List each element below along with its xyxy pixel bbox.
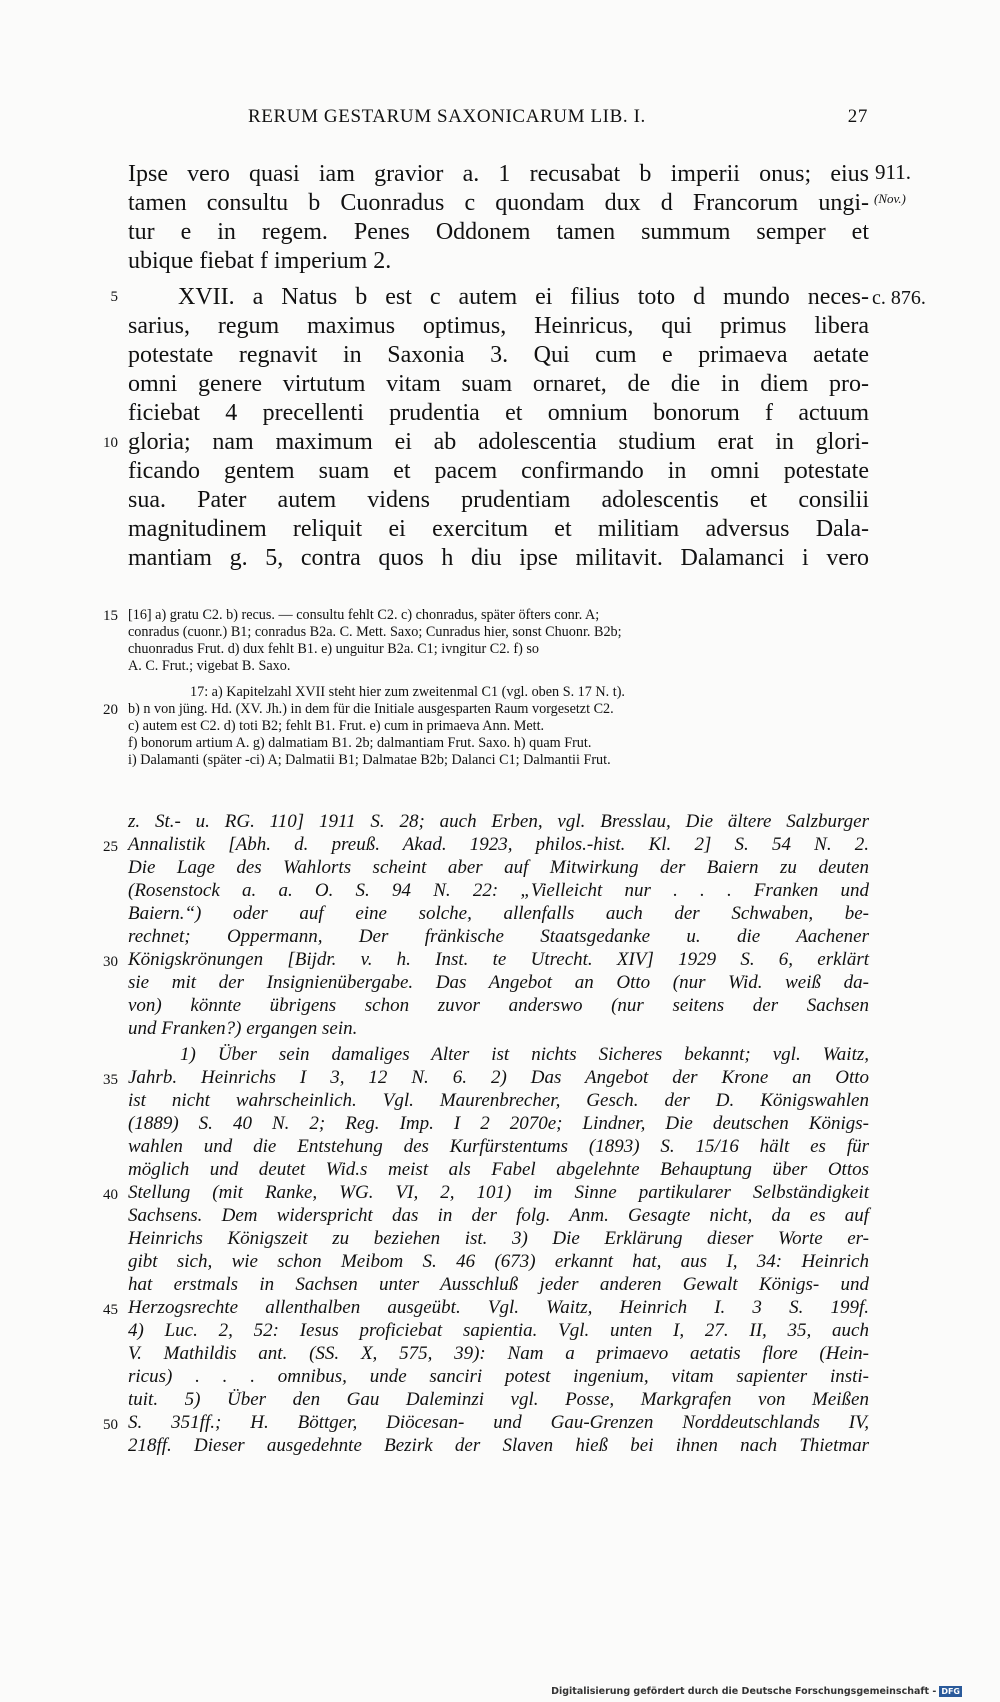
apparatus-line: [16] a) gratu C2. b) recus. — consultu fehlt C2. c) chonradus, später öfters conr. A; bbox=[128, 607, 600, 623]
main-text-line: ficando gentem suam et pacem confirmando in omni potestate bbox=[128, 458, 869, 484]
main-text-line: XVII. a Natus b est c autem ei filius toto d mundo neces- bbox=[178, 284, 869, 310]
footnote-line: Herzogsrechte allenthalben ausgeübt. Vgl. Waitz, Heinrich I. 3 S. 199f. bbox=[128, 1297, 869, 1318]
footnote-line: Königskrönungen [Bijdr. v. h. Inst. te Utrecht. XIV] 1929 S. 6, erklärt bbox=[128, 949, 869, 970]
footnote-line: 4) Luc. 2, 52: Iesus proficiebat sapientia. Vgl. unten I, 27. II, 35, auch bbox=[128, 1320, 869, 1341]
page-number: 27 bbox=[847, 106, 868, 127]
footnote-line: ist nicht wahrscheinlich. Vgl. Maurenbrecher, Gesch. der D. Königswahlen bbox=[128, 1090, 869, 1111]
footnote-line: Heinrichs Königszeit zu beziehen ist. 3) Die Erklärung dieser Worte er- bbox=[128, 1228, 869, 1249]
main-text-line: sarius, regum maximus optimus, Heinricus, qui primus libera bbox=[128, 313, 869, 339]
footnote-line: tuit. 5) Über den Gau Daleminzi vgl. Posse, Markgrafen von Meißen bbox=[128, 1389, 869, 1410]
running-title: RERUM GESTARUM SAXONICARUM LIB. I. bbox=[248, 106, 646, 127]
line-number: 10 bbox=[103, 435, 118, 451]
footnote-line: S. 351ff.; H. Böttger, Diöcesan- und Gau-Grenzen Norddeutschlands IV, bbox=[128, 1412, 869, 1433]
footnote-line: Baiern.“) oder auf eine solche, allenfalls auch der Schwaben, be- bbox=[128, 903, 869, 924]
apparatus-line: chuonradus Frut. d) dux fehlt B1. e) unguitur B2a. C1; ivngitur C2. f) so bbox=[128, 641, 540, 657]
footnote-line: Stellung (mit Ranke, WG. VI, 2, 101) im Sinne partikularer Selbständigkeit bbox=[128, 1182, 869, 1203]
main-text-line: ubique fiebat f imperium 2. bbox=[128, 248, 392, 274]
footnote-line: von) könnte übrigens schon zuvor anderswo (nur seitens der Sachsen bbox=[128, 995, 869, 1016]
apparatus-line: i) Dalamanti (später -ci) A; Dalmatii B1; Dalmatae B2b; Dalanci C1; Dalmantii Frut. bbox=[128, 752, 611, 768]
footnote-line: möglich und deutet Wid.s meist als Fabel abgelehnte Behauptung über Ottos bbox=[128, 1159, 869, 1180]
footnote-line: Die Lage des Wahlorts scheint aber auf Mitwirkung der Baiern zu deuten bbox=[128, 857, 869, 878]
line-number: 35 bbox=[103, 1072, 118, 1088]
line-number: 50 bbox=[103, 1417, 118, 1433]
margin-year: c. 876. bbox=[872, 287, 926, 309]
line-number: 30 bbox=[103, 954, 118, 970]
footnote-line: Annalistik [Abh. d. preuß. Akad. 1923, philos.-hist. Kl. 2] S. 54 N. 2. bbox=[128, 834, 869, 855]
margin-year: 911. bbox=[875, 160, 911, 184]
main-text-line: Ipse vero quasi iam gravior a. 1 recusabat b imperii onus; eius bbox=[128, 161, 869, 187]
apparatus-line: b) n von jüng. Hd. (XV. Jh.) in dem für die Initiale ausgesparten Raum vorgesetzt C2. bbox=[128, 701, 614, 717]
line-number: 40 bbox=[103, 1187, 118, 1203]
main-text-line: mantiam g. 5, contra quos h diu ipse militavit. Dalamanci i vero bbox=[128, 545, 869, 571]
apparatus-line: conradus (cuonr.) B1; conradus B2a. C. Mett. Saxo; Cunradus hier, sonst Chuonr. B2b; bbox=[128, 624, 622, 640]
main-text-line: omni genere virtutum vitam suam ornaret, de die in diem pro- bbox=[128, 371, 869, 397]
apparatus-line: f) bonorum artium A. g) dalmatiam B1. 2b; dalmantiam Frut. Saxo. h) quam Frut. bbox=[128, 735, 592, 751]
apparatus-line: 17: a) Kapitelzahl XVII steht hier zum zweitenmal C1 (vgl. oben S. 17 N. t). bbox=[190, 684, 625, 700]
footnote-line: (1889) S. 40 N. 2; Reg. Imp. I 2 2070e; Lindner, Die deutschen Königs- bbox=[128, 1113, 869, 1134]
main-text-line: tur e in regem. Penes Oddonem tamen summum semper et bbox=[128, 219, 869, 245]
footnote-line: 218ff. Dieser ausgedehnte Bezirk der Slaven hieß bei ihnen nach Thietmar bbox=[128, 1435, 869, 1456]
credit-text: Digitalisierung gefördert durch die Deutsche Forschungsgemeinschaft - bbox=[551, 1686, 937, 1697]
footnote-line: gibt sich, wie schon Meibom S. 46 (673) erkannt hat, aus I, 34: Heinrich bbox=[128, 1251, 869, 1272]
footnote-line: Jahrb. Heinrichs I 3, 12 N. 6. 2) Das Angebot der Krone an Otto bbox=[128, 1067, 869, 1088]
line-number: 20 bbox=[103, 702, 118, 718]
footnote-line: wahlen und die Entstehung des Kurfürstentums (1893) S. 15/16 hält es für bbox=[128, 1136, 869, 1157]
main-text-line: tamen consultu b Cuonradus c quondam dux d Francorum ungi- bbox=[128, 190, 869, 216]
margin-month: (Nov.) bbox=[874, 191, 906, 206]
footnote-line: sie mit der Insignienübergabe. Das Angebot an Otto (nur Wid. weiß da- bbox=[128, 972, 869, 993]
line-number: 25 bbox=[103, 839, 118, 855]
apparatus-line: A. C. Frut.; vigebat B. Saxo. bbox=[128, 658, 291, 674]
footnote-line: Sachsens. Dem widerspricht das in der folg. Anm. Gesagte nicht, da es auf bbox=[128, 1205, 869, 1226]
footnote-line: V. Mathildis ant. (SS. X, 575, 39): Nam a primaevo aetatis flore (Hein- bbox=[128, 1343, 869, 1364]
footnote-line: (Rosenstock a. a. O. S. 94 N. 22: „Vielleicht nur . . . Franken und bbox=[128, 880, 869, 901]
footnote-line: und Franken?) ergangen sein. bbox=[128, 1018, 358, 1039]
footnote-line: z. St.- u. RG. 110] 1911 S. 28; auch Erben, vgl. Bresslau, Die ältere Salzburger bbox=[128, 811, 869, 832]
line-number: 15 bbox=[103, 608, 118, 624]
footnote-line: hat erstmals in Sachsen unter Ausschluß jeder anderen Gewalt Königs- und bbox=[128, 1274, 869, 1295]
main-text-line: potestate regnavit in Saxonia 3. Qui cum e primaeva aetate bbox=[128, 342, 869, 368]
main-text-line: magnitudinem reliquit ei exercitum et militiam adversus Dala- bbox=[128, 516, 869, 542]
line-number: 45 bbox=[103, 1302, 118, 1318]
footnote-line: 1) Über sein damaliges Alter ist nichts Sicheres bekannt; vgl. Waitz, bbox=[180, 1044, 869, 1065]
digitization-credit bbox=[551, 1686, 962, 1697]
main-text-line: sua. Pater autem videns prudentiam adolescentis et consilii bbox=[128, 487, 869, 513]
line-number: 5 bbox=[110, 289, 118, 305]
apparatus-line: c) autem est C2. d) toti B2; fehlt B1. Frut. e) cum in primaeva Ann. Mett. bbox=[128, 718, 545, 734]
main-text-line: gloria; nam maximum ei ab adolescentia studium erat in glori- bbox=[128, 429, 869, 455]
dfg-logo: DFG bbox=[941, 1687, 960, 1696]
main-text-line: ficiebat 4 precellenti prudentia et omnium bonorum f actuum bbox=[128, 400, 869, 426]
footnote-line: ricus) . . . omnibus, unde sanciri potest ingenium, vitam sapienter insti- bbox=[128, 1366, 869, 1387]
footnote-line: rechnet; Oppermann, Der fränkische Staatsgedanke u. die Aachener bbox=[128, 926, 869, 947]
